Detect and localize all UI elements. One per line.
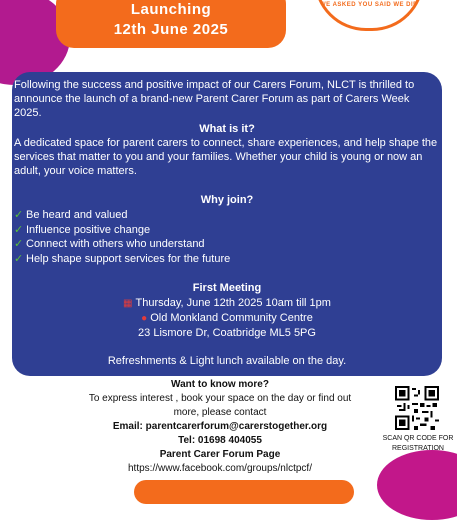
list-item [14, 223, 230, 238]
launch-banner [56, 0, 286, 48]
location-pin-icon: ● [141, 313, 148, 324]
meeting-date-line [12, 296, 442, 311]
what-paragraph: A dedicated space for parent carers to connect, share experiences, and help shape the services that matter to you and your families. Whether your child is young or now an adult, your voice matters. [14, 137, 438, 177]
banner-date: 12th June 2025 [113, 21, 229, 38]
facebook-heading: Parent Carer Forum Page [159, 449, 281, 460]
facebook-link[interactable]: https://www.facebook.com/groups/nlctpcf/ [128, 463, 312, 474]
contact-heading: Want to know more? [171, 379, 269, 390]
check-icon: ✓ [14, 223, 24, 236]
list-item-label: Help shape support services for the future [26, 252, 231, 265]
qr-label: SCAN QR CODE FOR REGISTRATION [382, 435, 454, 452]
banner-launching: Launching [130, 1, 212, 18]
info-panel [12, 72, 442, 376]
check-icon: ✓ [14, 238, 24, 251]
bottom-orange-bar [134, 480, 354, 504]
list-item [14, 237, 230, 252]
contact-phone[interactable]: Tel: 01698 404055 [178, 435, 262, 446]
why-list [14, 208, 230, 266]
contact-line-2: more, please contact [173, 407, 267, 418]
decorative-blob-right [377, 450, 457, 520]
check-icon: ✓ [14, 209, 24, 222]
logo-ring-text: WE ASKED YOU SAID WE DID [319, 2, 418, 8]
calendar-icon: ▦ [123, 298, 133, 309]
why-heading: Why join? [200, 194, 254, 206]
meeting-venue-line [12, 311, 442, 326]
meeting-venue: Old Monkland Community Centre [150, 312, 313, 324]
meeting-address: 23 Lismore Dr, Coatbridge ML5 5PG [138, 327, 316, 339]
meeting-date: Thursday, June 12th 2025 10am till 1pm [135, 297, 331, 309]
meeting-heading: First Meeting [192, 282, 262, 294]
list-item-label: Connect with others who understand [26, 238, 205, 251]
contact-email[interactable]: Email: parentcarerforum@carerstogether.org [112, 421, 328, 432]
forum-logo [314, 0, 424, 31]
contact-line-1: To express interest , book your space on the day or find out [88, 393, 352, 404]
list-item [14, 208, 230, 223]
contact-section [70, 378, 370, 476]
list-item [14, 252, 230, 267]
what-heading: What is it? [199, 123, 255, 135]
check-icon: ✓ [14, 252, 24, 265]
qr-code-icon[interactable] [395, 386, 439, 430]
intro-paragraph: Following the success and positive impact of our Carers Forum, NLCT is thrilled to announce the launch of a brand-new Parent Carer Forum as part of Carers Week 2025. [14, 79, 415, 119]
refreshments-note: Refreshments & Light lunch available on the day. [107, 355, 347, 367]
list-item-label: Be heard and valued [26, 209, 128, 222]
list-item-label: Influence positive change [26, 223, 151, 236]
